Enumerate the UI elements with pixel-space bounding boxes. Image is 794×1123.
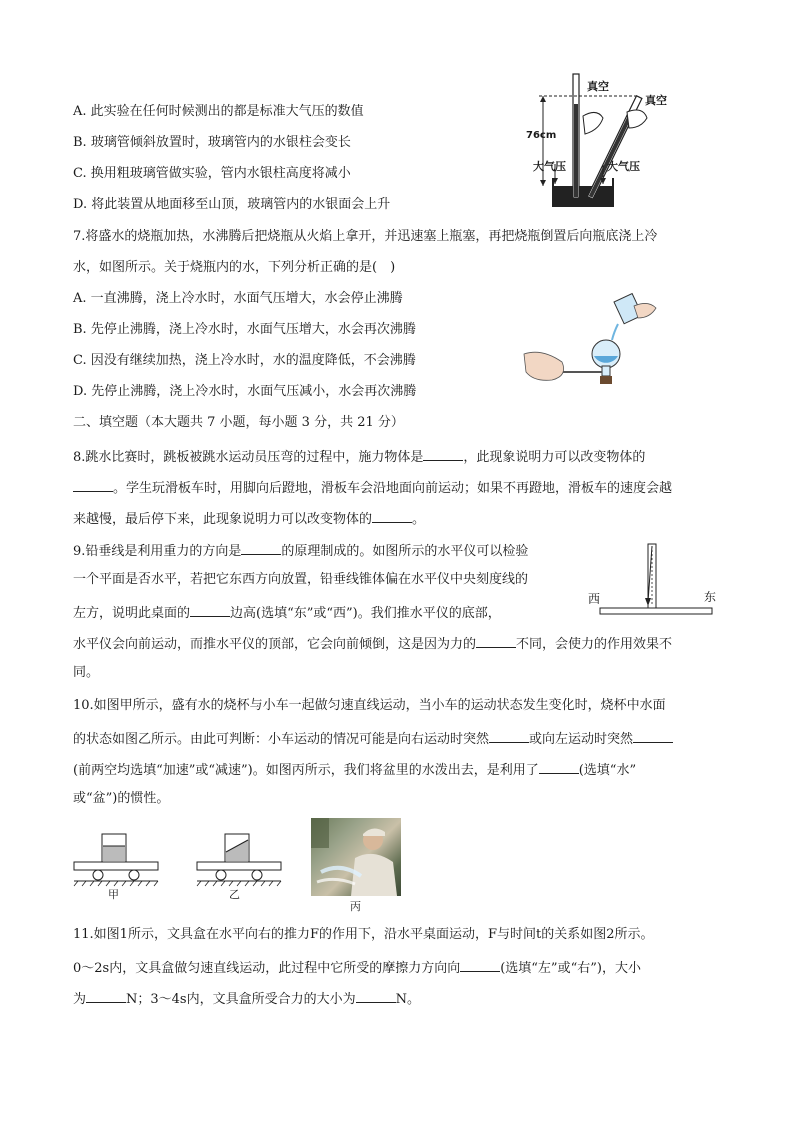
photo-illustration bbox=[311, 818, 401, 896]
q10-line-2 bbox=[73, 728, 673, 749]
q7-option-a: A. 一直沸腾，浇上冷水时，水面气压增大，水会停止沸腾 bbox=[73, 291, 403, 306]
q7-stem-line-1: 7.将盛水的烧瓶加热，水沸腾后把烧瓶从火焰上拿开，并迅速塞上瓶塞，再把烧瓶倒置后向瓶底浇上冷 bbox=[73, 229, 658, 244]
q7-option-c: C. 因没有继续加热，浇上冷水时，水的温度降低，不会沸腾 bbox=[73, 353, 416, 368]
q9-line-2: 一个平面是否水平，若把它东西方向放置，铅垂线锥体偏在水平仪中央刻度线的 bbox=[73, 572, 529, 587]
q11-line-2-text-a: 0～2s内，文具盒做匀速直线运动，此过程中它所受的摩擦力方向向 bbox=[73, 961, 461, 976]
q6-option-d: D. 将此装置从地面移至山顶，玻璃管内的水银面会上升 bbox=[73, 197, 391, 212]
air-pressure-label-1: 大气压 bbox=[533, 160, 566, 173]
flask-figure bbox=[522, 292, 662, 387]
level-figure bbox=[586, 540, 716, 620]
answer-blank[interactable] bbox=[86, 988, 126, 1003]
cart-figure-jia bbox=[72, 828, 162, 901]
q8-line-3-text-b: 。 bbox=[412, 512, 426, 527]
flask-diagram bbox=[522, 292, 662, 387]
q8-line-3 bbox=[73, 508, 425, 529]
q10-line-3-text-b: (选填“水” bbox=[578, 763, 637, 778]
caption-jia: 甲 bbox=[108, 888, 119, 901]
cart-diagram-yi bbox=[195, 828, 285, 896]
answer-blank[interactable] bbox=[423, 446, 463, 461]
q10-line-3 bbox=[73, 759, 636, 780]
east-label: 东 bbox=[704, 590, 717, 604]
q8-line-1-text-b: ，此现象说明力可以改变物体的 bbox=[463, 450, 646, 465]
q9-line-4-text-b: 不同，会使力的作用效果不 bbox=[516, 637, 673, 652]
q9-line-3-text-b: 边高(选填“东”或“西”)。我们推水平仪的底部， bbox=[230, 606, 501, 621]
q7-option-d: D. 先停止沸腾，浇上冷水时，水面气压减小，水会再次沸腾 bbox=[73, 384, 417, 399]
q10-line-3-text-a: (前两空均选填“加速”或“减速”)。如图丙所示，我们将盆里的水泼出去，是利用了 bbox=[73, 763, 539, 778]
answer-blank[interactable] bbox=[460, 957, 500, 972]
air-pressure-label-2: 大气压 bbox=[607, 160, 640, 173]
q10-line-2-text-a: 的状态如图乙所示。由此可判断：小车运动的情况可能是向右运动时突然 bbox=[73, 732, 490, 747]
torricelli-figure bbox=[525, 68, 695, 210]
q6-option-c: C. 换用粗玻璃管做实验，管内水银柱高度将减小 bbox=[73, 166, 351, 181]
q9-line-3-text-a: 左方，说明此桌面的 bbox=[73, 606, 191, 621]
q11-line-3 bbox=[73, 988, 420, 1009]
q8-line-1 bbox=[73, 446, 645, 467]
q9-line-4-text-a: 水平仪会向前运动，而推水平仪的顶部，它会向前倾倒，这是因为力的 bbox=[73, 637, 477, 652]
q9-line-4 bbox=[73, 633, 672, 654]
q10-line-4: 或“盆”)的惯性。 bbox=[73, 791, 170, 806]
answer-blank[interactable] bbox=[241, 540, 281, 555]
q6-option-b: B. 玻璃管倾斜放置时，玻璃管内的水银柱会变长 bbox=[73, 135, 351, 150]
height-label: 76cm bbox=[526, 130, 557, 141]
level-diagram bbox=[586, 540, 716, 620]
q9-line-3 bbox=[73, 602, 501, 623]
q11-line-2-text-b: (选填“左”或“右”)，大小 bbox=[500, 961, 641, 976]
q9-line-1 bbox=[73, 540, 528, 561]
splashing-water-photo bbox=[311, 818, 401, 896]
q9-line-1-text-a: 9.铅垂线是利用重力的方向是 bbox=[73, 544, 242, 559]
vacuum-label-2: 真空 bbox=[645, 94, 667, 107]
q11-line-2 bbox=[73, 957, 641, 978]
q9-line-5: 同。 bbox=[73, 665, 100, 680]
answer-blank[interactable] bbox=[476, 633, 516, 648]
section-heading: 二、填空题（本大题共 7 小题，每小题 3 分，共 21 分） bbox=[73, 415, 404, 430]
answer-blank[interactable] bbox=[539, 759, 579, 774]
q8-line-1-text-a: 8.跳水比赛时，跳板被跳水运动员压弯的过程中，施力物体是 bbox=[73, 450, 424, 465]
answer-blank[interactable] bbox=[356, 988, 396, 1003]
q8-line-2 bbox=[73, 477, 672, 498]
q11-line-3-text-a: 为 bbox=[73, 992, 87, 1007]
answer-blank[interactable] bbox=[633, 728, 673, 743]
q6-option-a: A. 此实验在任何时候测出的都是标准大气压的数值 bbox=[73, 104, 364, 119]
q10-line-1: 10.如图甲所示，盛有水的烧杯与小车一起做匀速直线运动，当小车的运动状态发生变化时，烧杯中水面 bbox=[73, 698, 666, 713]
answer-blank[interactable] bbox=[372, 508, 412, 523]
q11-line-3-text-c: N。 bbox=[395, 992, 420, 1007]
vacuum-label-1: 真空 bbox=[587, 80, 609, 93]
q8-line-3-text-a: 来越慢，最后停下来，此现象说明力可以改变物体的 bbox=[73, 512, 373, 527]
q7-option-b: B. 先停止沸腾，浇上冷水时，水面气压增大，水会再次沸腾 bbox=[73, 322, 416, 337]
q8-line-2-text: 。学生玩滑板车时，用脚向后蹬地，滑板车会沿地面向前运动；如果不再蹬地，滑板车的速度会越 bbox=[113, 481, 673, 496]
answer-blank[interactable] bbox=[190, 602, 230, 617]
cart-figure-yi bbox=[195, 828, 285, 901]
west-label: 西 bbox=[588, 592, 601, 606]
answer-blank[interactable] bbox=[489, 728, 529, 743]
q7-stem-line-2: 水，如图所示。关于烧瓶内的水，下列分析正确的是( ) bbox=[73, 260, 396, 275]
q9-line-1-text-b: 的原理制成的。如图所示的水平仪可以检验 bbox=[281, 544, 529, 559]
caption-bing: 丙 bbox=[350, 900, 361, 913]
q11-line-1: 11.如图1所示，文具盒在水平向右的推力F的作用下，沿水平桌面运动，F与时间t的关系如图2所示。 bbox=[73, 927, 654, 942]
q11-line-3-text-b: N；3～4s内，文具盒所受合力的大小为 bbox=[126, 992, 356, 1007]
q10-line-2-text-b: 或向左运动时突然 bbox=[529, 732, 634, 747]
answer-blank[interactable] bbox=[73, 477, 113, 492]
caption-yi: 乙 bbox=[229, 888, 240, 901]
